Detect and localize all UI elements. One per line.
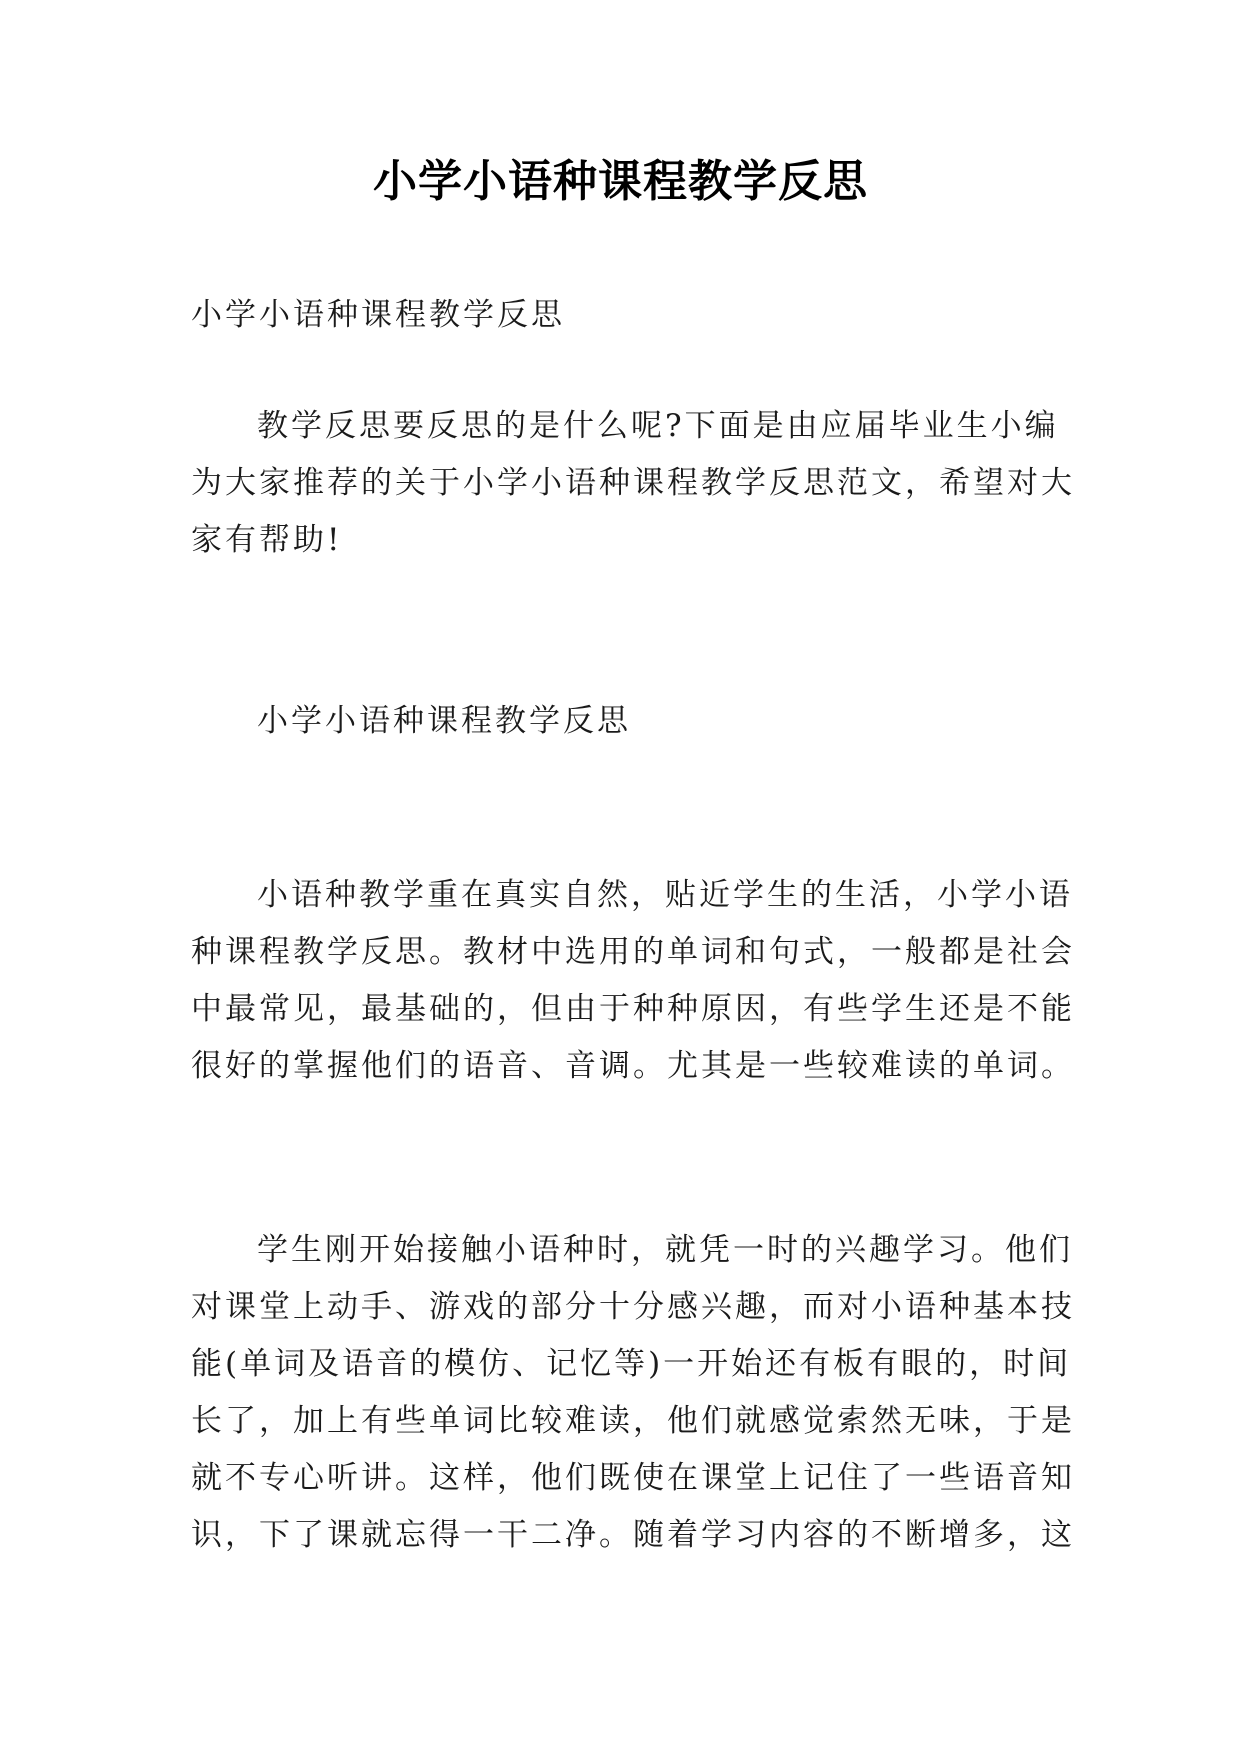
paragraph-line: 识，下了课就忘得一干二净。随着学习内容的不断增多，这 [191,1517,1075,1553]
paragraph-line: 很好的掌握他们的语音、音调。尤其是一些较难读的单词。 [191,1048,1075,1084]
body-paragraph-2 [191,1222,1075,1564]
paragraph-line: 能(单词及语音的模仿、记忆等)一开始还有板有眼的，时间 [191,1346,1072,1382]
paragraph-line: 种课程教学反思。教材中选用的单词和句式，一般都是社会 [191,934,1075,970]
intro-paragraph [191,398,1075,569]
intro-line: 家有帮助! [191,522,343,558]
paragraph-line: 学生刚开始接触小语种时，就凭一时的兴趣学习。他们 [257,1232,1073,1268]
intro-line: 为大家推荐的关于小学小语种课程教学反思范文，希望对大 [191,465,1075,501]
section-heading: 小学小语种课程教学反思 [257,703,631,739]
paragraph-line: 对课堂上动手、游戏的部分十分感兴趣，而对小语种基本技 [191,1289,1075,1325]
intro-line: 教学反思要反思的是什么呢?下面是由应届毕业生小编 [257,408,1059,444]
document-title: 小学小语种课程教学反思 [373,156,868,207]
paragraph-line: 中最常见，最基础的，但由于种种原因，有些学生还是不能 [191,991,1075,1027]
paragraph-line: 长了，加上有些单词比较难读，他们就感觉索然无味，于是 [191,1403,1075,1439]
document-subtitle: 小学小语种课程教学反思 [191,297,565,333]
paragraph-line: 小语种教学重在真实自然，贴近学生的生活，小学小语 [257,877,1073,913]
paragraph-line: 就不专心听讲。这样，他们既使在课堂上记住了一些语音知 [191,1460,1075,1496]
body-paragraph-1 [191,867,1075,1095]
